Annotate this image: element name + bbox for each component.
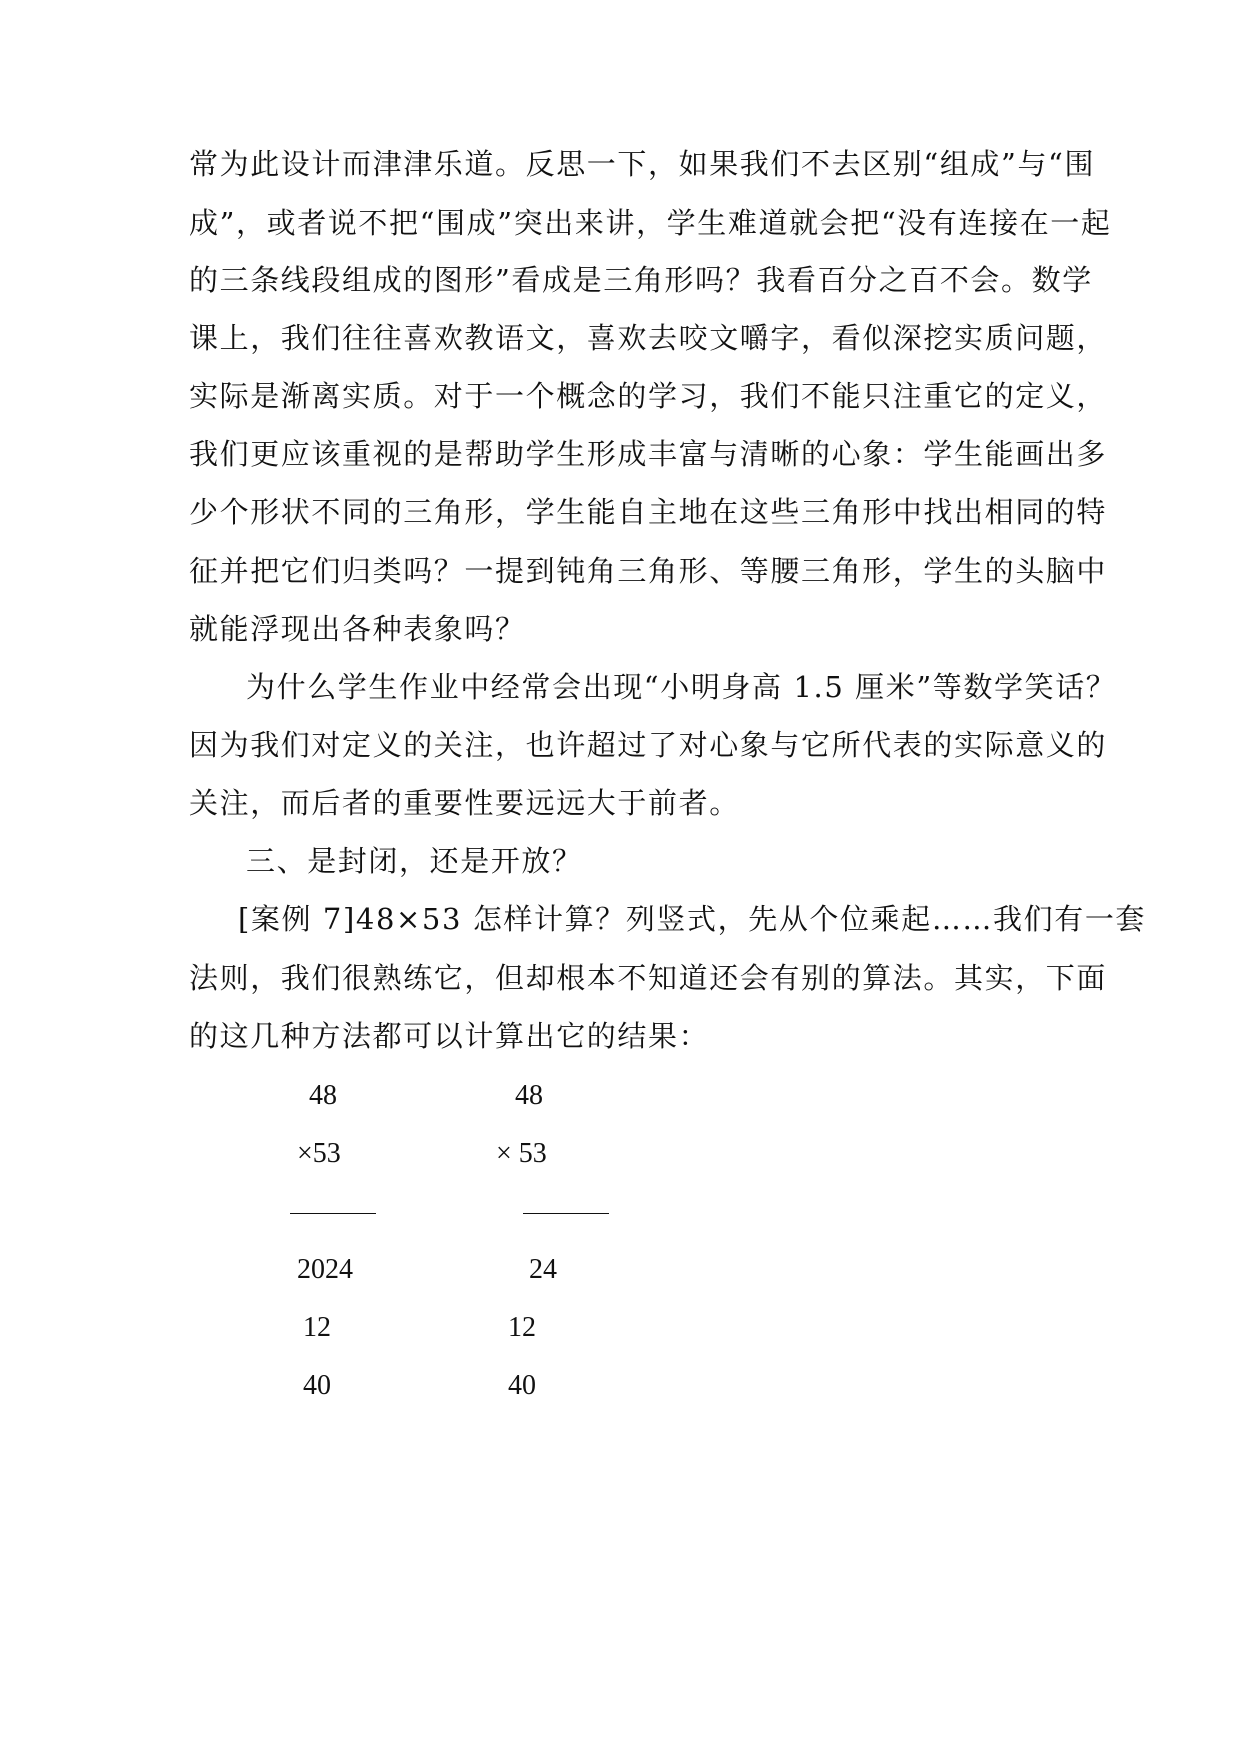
paragraph-line: 的三条线段组成的图形”看成是三角形吗？我看百分之百不会。数学 <box>189 263 1093 297</box>
multiplicand: 48 <box>515 1080 543 1111</box>
paragraph-line: 为什么学生作业中经常会出现“小明身高 1.5 厘米”等数学笑话？ <box>246 670 1117 704</box>
paragraph-line: 征并把它们归类吗？一提到钝角三角形、等腰三角形，学生的头脑中 <box>189 554 1108 588</box>
paragraph-line: 少个形状不同的三角形，学生能自主地在这些三角形中找出相同的特 <box>189 495 1108 529</box>
result-line <box>523 1213 609 1214</box>
paragraph-line: 关注，而后者的重要性要远远大于前者。 <box>189 786 740 820</box>
paragraph-line: [案例 7]48×53 怎样计算？列竖式，先从个位乘起……我们有一套 <box>238 902 1147 936</box>
multiplier: × 53 <box>496 1138 547 1169</box>
paragraph-line: 成”，或者说不把“围成”突出来讲，学生难道就会把“没有连接在一起 <box>189 206 1112 240</box>
section-heading: 三、是封闭，还是开放？ <box>246 844 583 878</box>
multiplier: ×53 <box>297 1138 341 1169</box>
multiplicand: 48 <box>309 1080 337 1111</box>
paragraph-line: 我们更应该重视的是帮助学生形成丰富与清晰的心象：学生能画出多 <box>189 437 1108 471</box>
paragraph-line: 因为我们对定义的关注，也许超过了对心象与它所代表的实际意义的 <box>189 728 1108 762</box>
result-line <box>290 1213 376 1214</box>
partial-product: 40 <box>303 1370 331 1401</box>
partial-product: 24 <box>529 1254 557 1285</box>
partial-product: 2024 <box>297 1254 353 1285</box>
paragraph-line: 实际是渐离实质。对于一个概念的学习，我们不能只注重它的定义， <box>189 379 1108 413</box>
paragraph-line: 就能浮现出各种表象吗？ <box>189 612 526 646</box>
partial-product: 40 <box>508 1370 536 1401</box>
partial-product: 12 <box>508 1312 536 1343</box>
paragraph-line: 常为此设计而津津乐道。反思一下，如果我们不去区别“组成”与“围 <box>189 147 1096 181</box>
paragraph-line: 的这几种方法都可以计算出它的结果： <box>189 1019 710 1053</box>
partial-product: 12 <box>303 1312 331 1343</box>
paragraph-line: 课上，我们往往喜欢教语文，喜欢去咬文嚼字，看似深挖实质问题， <box>189 321 1108 355</box>
paragraph-line: 法则，我们很熟练它，但却根本不知道还会有别的算法。其实，下面 <box>189 961 1108 995</box>
